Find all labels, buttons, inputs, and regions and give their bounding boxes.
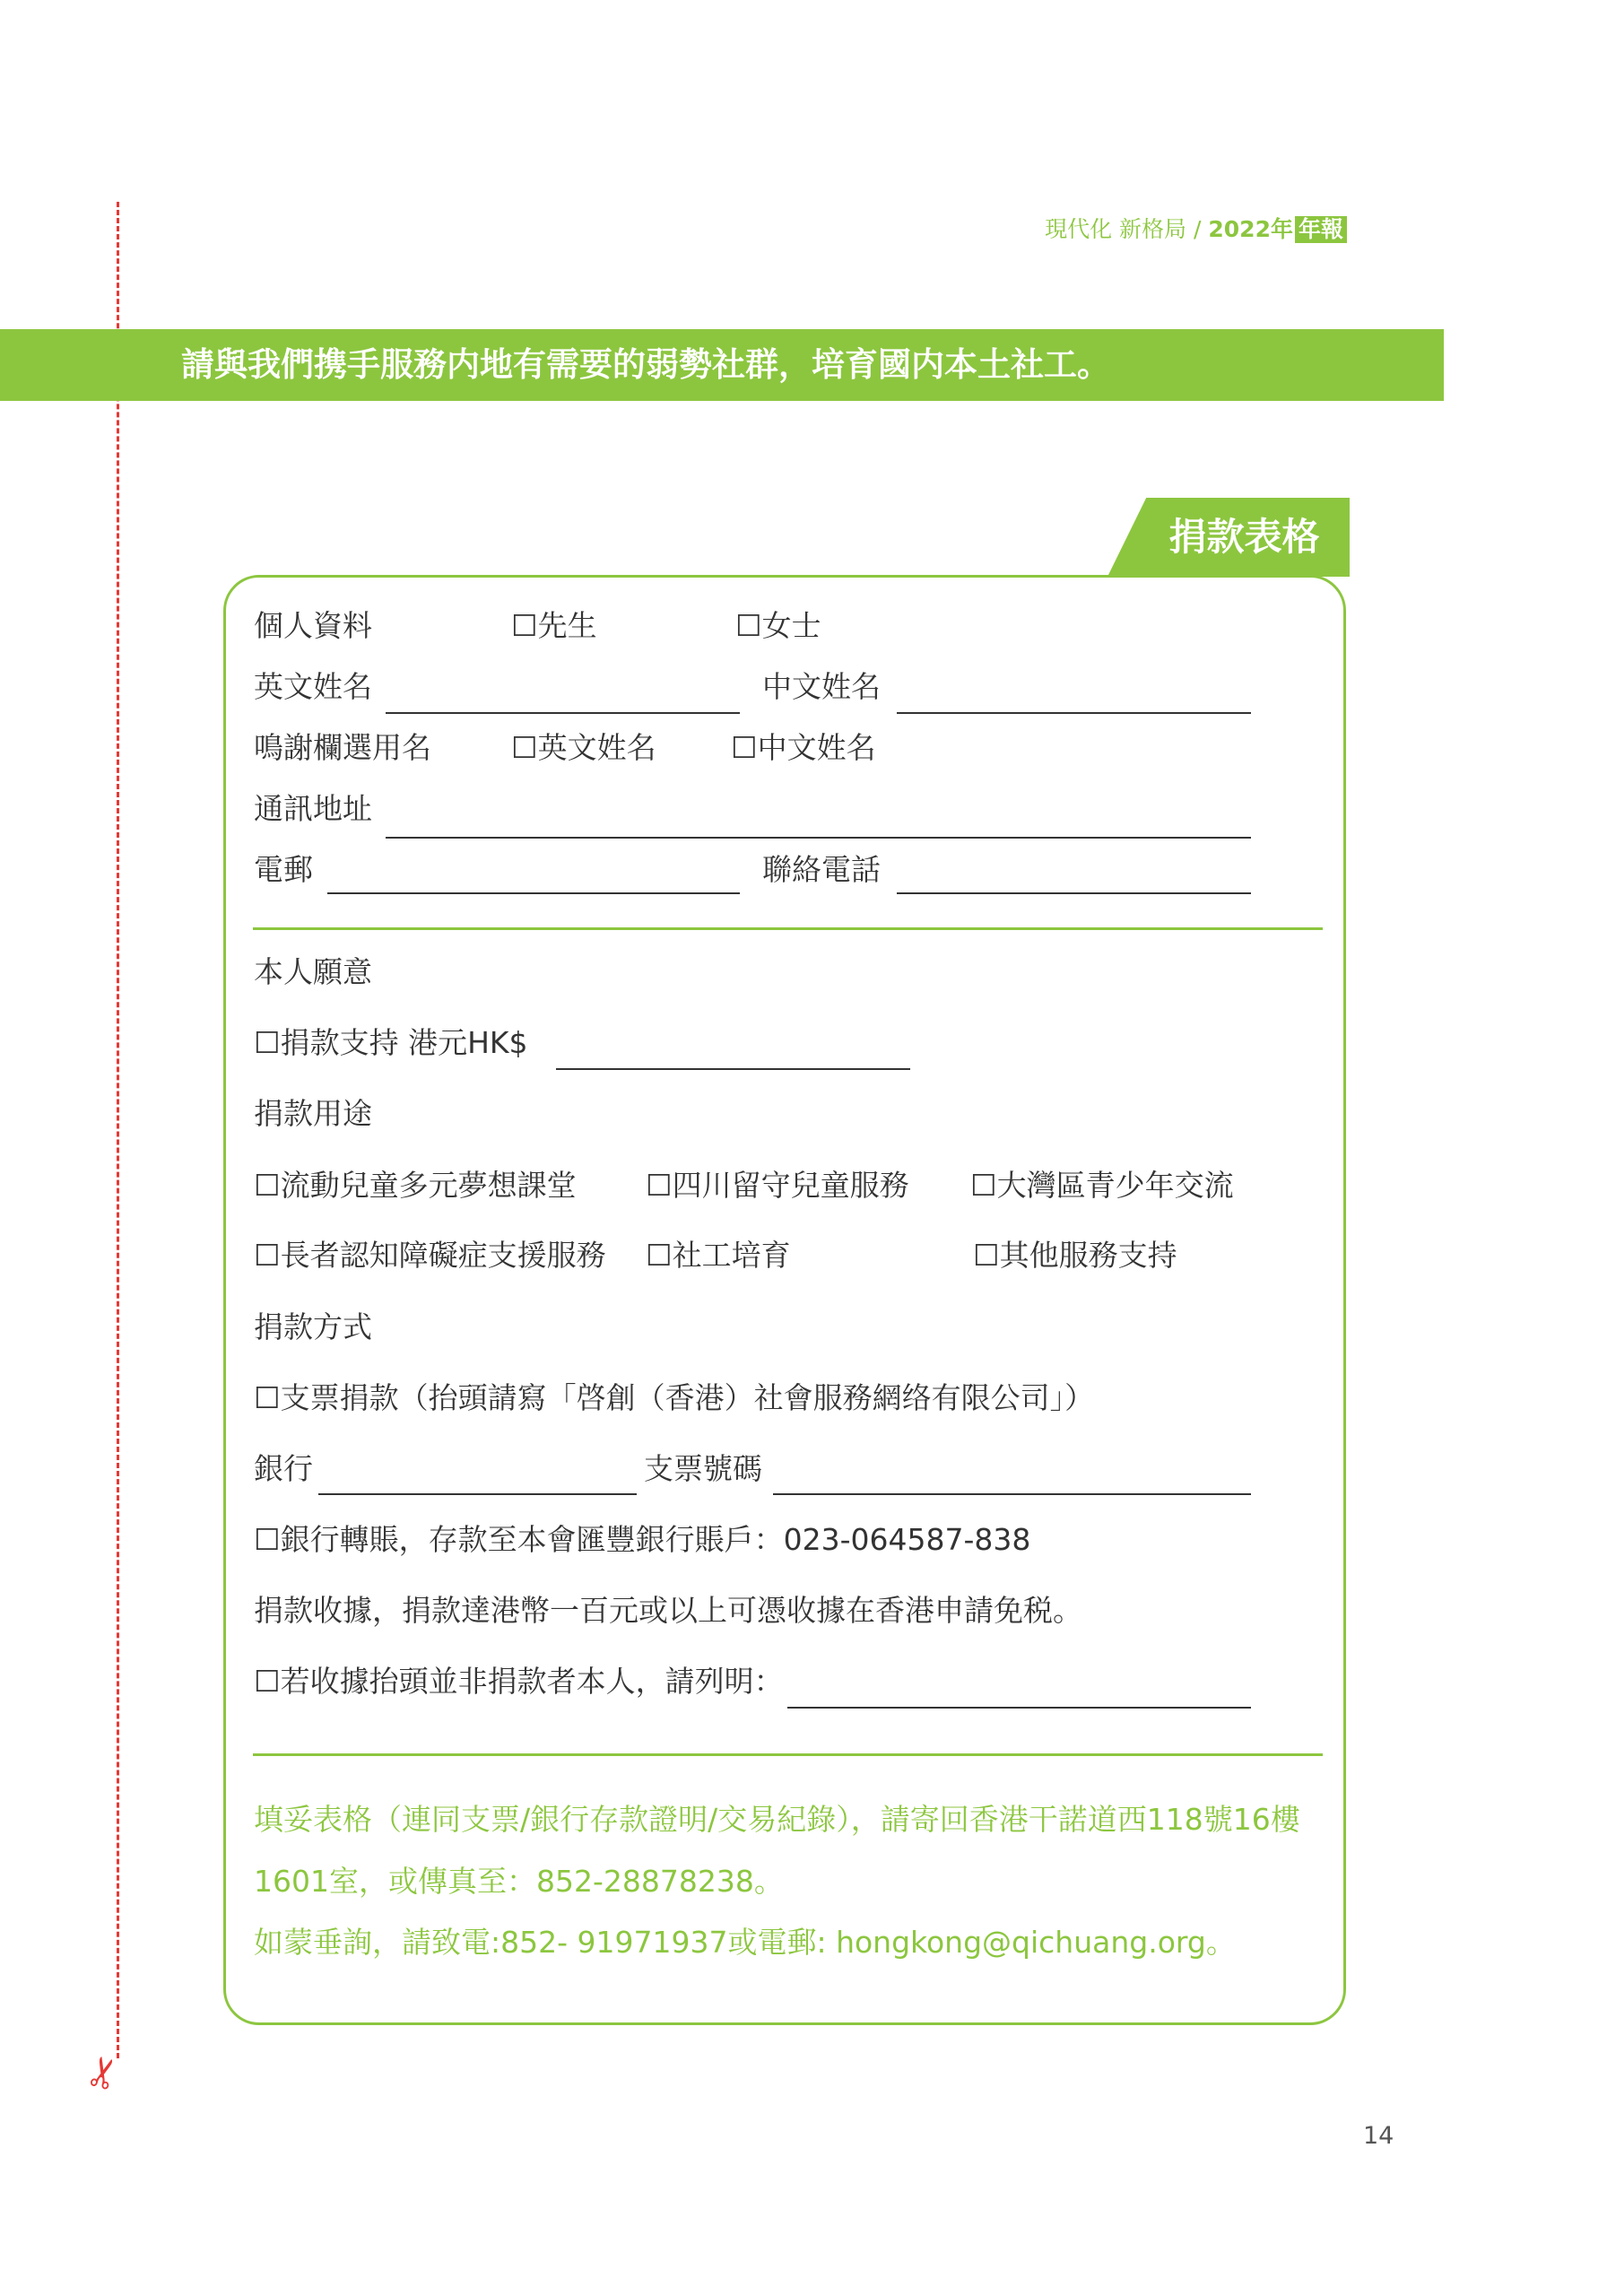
cut-line — [117, 202, 119, 2058]
method-label: 捐款方式 — [254, 1309, 372, 1344]
header-badge: 年報 — [1295, 216, 1347, 243]
footer-line-1: 填妥表格（連同支票/銀行存款證明/交易紀錄），請寄回香港干諾道西118號16樓 — [254, 1802, 1300, 1837]
bank-label: 銀行 — [254, 1451, 313, 1486]
chinese-name-field[interactable] — [897, 712, 1251, 714]
title-mr-checkbox[interactable]: ☐先生 — [511, 608, 597, 643]
receipt-name-field[interactable] — [787, 1707, 1251, 1709]
form-title: 捐款表格 — [1168, 515, 1320, 559]
purpose-option[interactable]: ☐長者認知障礙症支援服務 — [254, 1238, 606, 1273]
donate-amount-checkbox[interactable]: ☐捐款支持 港元HK$ — [254, 1025, 528, 1060]
cheque-number-field[interactable] — [773, 1493, 1251, 1495]
banner-text: 請與我們携手服務内地有需要的弱勢社群，培育國内本土社工。 — [181, 345, 1110, 384]
cheque-number-label: 支票號碼 — [644, 1451, 762, 1486]
english-name-field[interactable] — [386, 712, 740, 714]
header-title: 現代化 新格局 / — [1045, 216, 1202, 242]
email-label: 電郵 — [254, 852, 313, 887]
scissors-icon: ✂ — [75, 2049, 132, 2096]
title-ms-checkbox[interactable]: ☐女士 — [735, 608, 821, 643]
email-field[interactable] — [327, 892, 740, 894]
acknowledgement-label: 鳴謝欄選用名 — [254, 730, 431, 765]
header-year: 2022年 — [1208, 216, 1293, 242]
donation-amount-field[interactable] — [556, 1068, 910, 1070]
section-divider — [253, 1753, 1323, 1756]
purpose-option[interactable]: ☐大灣區青少年交流 — [970, 1168, 1234, 1203]
purpose-label: 捐款用途 — [254, 1096, 372, 1131]
footer-line-2: 1601室，或傳真至：852-28878238。 — [254, 1864, 784, 1899]
phone-field[interactable] — [897, 892, 1251, 894]
header-breadcrumb — [1031, 212, 1347, 244]
personal-info-label: 個人資料 — [254, 608, 372, 643]
footer-line-3: 如蒙垂詢，請致電:852- 91971937或電郵: hongkong@qichuang.org。 — [254, 1925, 1236, 1960]
chinese-name-label: 中文姓名 — [762, 669, 881, 704]
purpose-option[interactable]: ☐四川留守兒童服務 — [646, 1168, 909, 1203]
address-label: 通訊地址 — [254, 791, 372, 826]
receipt-note: 捐款收據，捐款達港幣一百元或以上可憑收據在香港申請免税。 — [254, 1593, 1082, 1628]
willing-label: 本人願意 — [254, 954, 372, 989]
purpose-option[interactable]: ☐社工培育 — [646, 1238, 791, 1273]
purpose-option[interactable]: ☐流動兒童多元夢想課堂 — [254, 1168, 577, 1203]
ack-english-checkbox[interactable]: ☐英文姓名 — [511, 730, 656, 765]
cheque-checkbox[interactable]: ☐支票捐款（抬頭請寫「啓創（香港）社會服務網络有限公司」） — [254, 1380, 1095, 1415]
receipt-name-checkbox[interactable]: ☐若收據抬頭並非捐款者本人，請列明： — [254, 1664, 784, 1699]
english-name-label: 英文姓名 — [254, 669, 372, 704]
ack-chinese-checkbox[interactable]: ☐中文姓名 — [731, 730, 876, 765]
bank-field[interactable] — [318, 1493, 637, 1495]
section-divider — [253, 927, 1323, 930]
phone-label: 聯絡電話 — [762, 852, 881, 887]
purpose-option[interactable]: ☐其他服務支持 — [973, 1238, 1177, 1273]
bank-transfer-checkbox[interactable]: ☐銀行轉賬，存款至本會匯豐銀行賬戶：023-064587-838 — [254, 1522, 1031, 1557]
address-field[interactable] — [386, 837, 1251, 839]
page-number: 14 — [1363, 2122, 1394, 2150]
